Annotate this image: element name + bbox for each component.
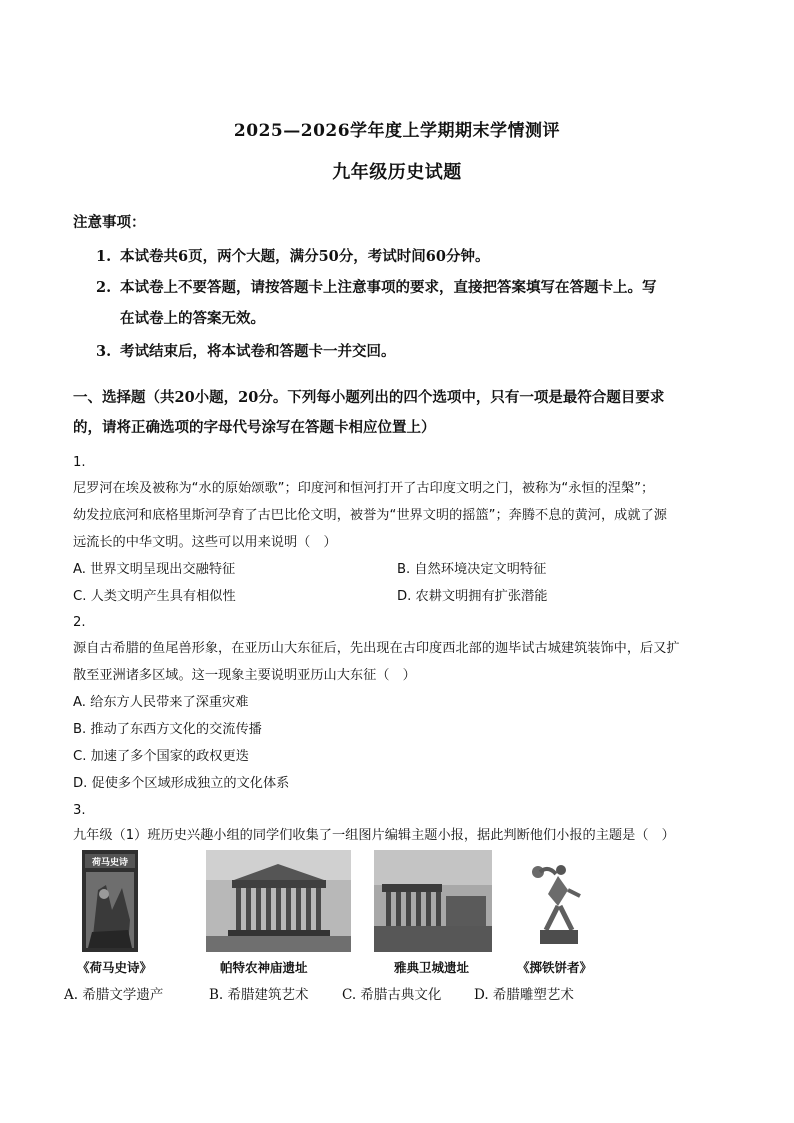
image-caption: 雅典卫城遗址 (394, 960, 470, 975)
section-heading-line: 一、选择题（共20小题，20分。下列每小题列出的四个选项中，只有一项是最符合题目要求 (73, 389, 665, 406)
question-number: 3. (73, 803, 86, 818)
option-a[interactable]: A. 世界文明呈现出交融特征 (73, 562, 236, 577)
parthenon-illustration (206, 850, 351, 952)
question-stem (73, 475, 723, 556)
exam-title: 2025—2026学年度上学期期末学情测评 (233, 121, 561, 141)
notice-item-text: 本试卷共6页，两个大题，满分50分，考试时间60分钟。 (120, 248, 490, 265)
option-b[interactable]: B. 推动了东西方文化的交流传播 (73, 722, 262, 737)
question-line: 源自古希腊的鱼尾兽形象，在亚历山大东征后，先出现在古印度西北部的迦毕试古城建筑装饰中，后又扩 (73, 641, 680, 656)
question-line: 九年级（1）班历史兴趣小组的同学们收集了一组图片编辑主题小报，据此判断他们小报的主题是（ ） (73, 828, 675, 843)
image-caption: 帕特农神庙遗址 (220, 960, 308, 975)
book-cover-icon (82, 850, 138, 952)
notice-item-number: 3. (96, 343, 112, 360)
option-a[interactable]: A. 给东方人民带来了深重灾难 (73, 695, 249, 710)
question-line: 散至亚洲诸多区域。这一现象主要说明亚历山大东征（ ） (73, 668, 416, 683)
notice-heading: 注意事项： (73, 214, 146, 231)
question-stem (73, 635, 723, 689)
notice-item (96, 272, 726, 334)
temple-icon (206, 850, 351, 952)
notice-item (96, 241, 726, 272)
option-c[interactable]: C. 人类文明产生具有相似性 (73, 589, 236, 604)
question-line: 尼罗河在埃及被称为“水的原始颂歌”；印度河和恒河打开了古印度文明之门，被称为“永恒的涅槃”； (73, 481, 655, 496)
acropolis-illustration (374, 850, 492, 952)
option-d[interactable]: D. 促使多个区域形成独立的文化体系 (73, 776, 290, 791)
question-number: 1. (73, 455, 86, 470)
question-number: 2. (73, 615, 86, 630)
ruins-icon (374, 850, 492, 952)
notice-item-text: 本试卷上不要答题，请按答题卡上注意事项的要求，直接把答案填写在答题卡上。写 (120, 279, 657, 296)
notice-item-number: 2. (96, 279, 112, 296)
book-cover-title: 荷马史诗 (91, 858, 128, 868)
notice-item-text-continued: 在试卷上的答案无效。 (120, 310, 265, 327)
option-b[interactable]: B. 希腊建筑艺术 (209, 987, 309, 1003)
question-line: 远流长的中华文明。这些可以用来说明（ ） (73, 535, 337, 550)
section-heading-line: 的，请将正确选项的字母代号涂写在答题卡相应位置上） (73, 419, 436, 436)
question-line: 幼发拉底河和底格里斯河孕育了古巴比伦文明，被誉为“世界文明的摇篮”；奔腾不息的黄河，成就了源 (73, 508, 667, 523)
notice-item-number: 1. (96, 248, 112, 265)
option-c[interactable]: C. 加速了多个国家的政权更迭 (73, 749, 249, 764)
option-a[interactable]: A. 希腊文学遗产 (64, 987, 164, 1003)
image-caption: 《荷马史诗》 (77, 960, 153, 975)
section-heading (73, 383, 733, 443)
statue-icon (528, 850, 588, 952)
notice-item (96, 336, 726, 367)
exam-subtitle: 九年级历史试题 (332, 162, 462, 183)
discobolus-illustration (528, 850, 588, 952)
notice-item-text: 考试结束后，将本试卷和答题卡一并交回。 (120, 343, 396, 360)
option-c[interactable]: C. 希腊古典文化 (342, 987, 442, 1003)
option-d[interactable]: D. 希腊雕塑艺术 (474, 987, 574, 1003)
image-caption: 《掷铁饼者》 (517, 960, 593, 975)
option-b[interactable]: B. 自然环境决定文明特征 (397, 562, 547, 577)
option-d[interactable]: D. 农耕文明拥有扩张潜能 (397, 589, 548, 604)
